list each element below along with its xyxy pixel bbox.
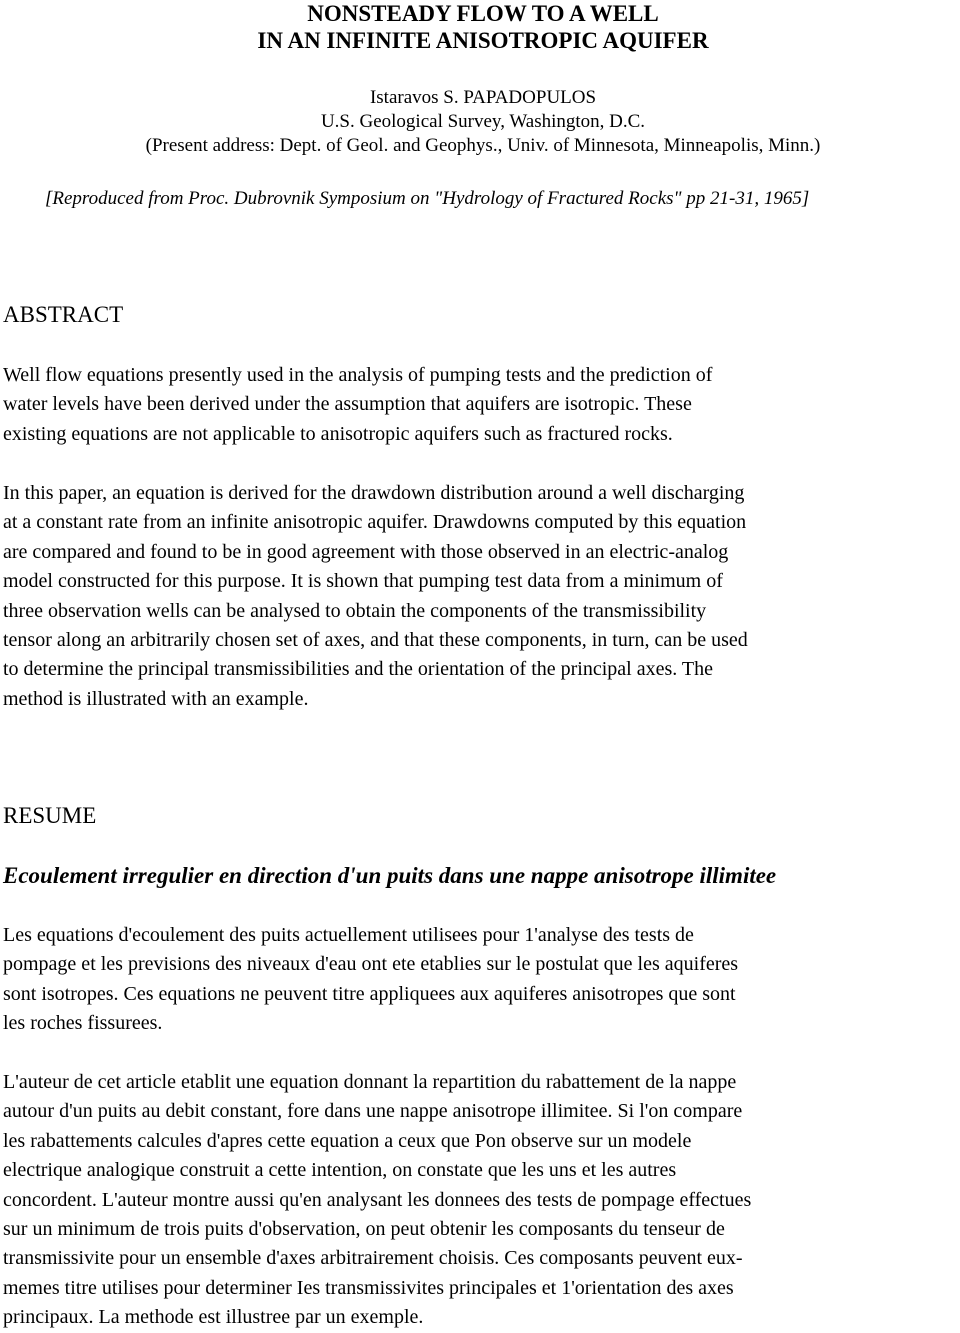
text-line: les roches fissurees. (3, 1012, 163, 1035)
author-present-address: (Present address: Dept. of Geol. and Geophys., Univ. of Minnesota, Minneapolis, Minn.) (145, 135, 821, 156)
text-line: sont isotropes. Ces equations ne peuvent titre appliquees aux aquiferes anisotropes que sont (3, 982, 736, 1005)
resume-subtitle: Ecoulement irregulier en direction d'un puits dans une nappe anisotrope illimitee (3, 863, 777, 888)
text-line: method is illustrated with an example. (3, 687, 309, 710)
text-line: les rabattements calcules d'apres cette equation a ceux que Pon observe sur un modele (3, 1129, 692, 1152)
text-line: L'auteur de cet article etablit une equation donnant la repartition du rabattement de la nappe (3, 1071, 737, 1093)
abstract-paragraph-2 (3, 479, 748, 714)
resume-heading: RESUME (3, 803, 97, 828)
abstract-heading: ABSTRACT (3, 302, 124, 327)
text-line: In this paper, an equation is derived for the drawdown distribution around a well discharging (3, 482, 745, 504)
abstract-paragraph-1 (3, 361, 712, 449)
paper-title (0, 0, 960, 54)
reproduction-note: [Reproduced from Proc. Dubrovnik Symposium on "Hydrology of Fractured Rocks" pp 21-31, 1965] (45, 188, 810, 209)
title-line-1: NONSTEADY FLOW TO A WELL (307, 1, 659, 26)
title-line-2: IN AN INFINITE ANISOTROPIC AQUIFER (257, 28, 709, 53)
text-line: autour d'un puits au debit constant, fore dans une nappe anisotrope illimitee. Si l'on compare (3, 1100, 743, 1123)
author-organization: U.S. Geological Survey, Washington, D.C. (320, 111, 646, 132)
text-line: existing equations are not applicable to anisotropic aquifers such as fractured rocks. (3, 422, 673, 445)
text-line: water levels have been derived under the assumption that aquifers are isotropic. These (3, 393, 692, 416)
text-line: to determine the principal transmissibilities and the orientation of the principal axes. The (3, 658, 713, 681)
text-line: pompage et les previsions des niveaux d'eau ont ete etablies sur le postulat que les aquiferes (3, 953, 739, 976)
author-name: Istaravos S. PAPADOPULOS (369, 87, 597, 108)
text-line: Les equations d'ecoulement des puits actuellement utilisees pour 1'analyse des tests de (3, 924, 694, 946)
text-line: sur un minimum de trois puits d'observation, on peut obtenir les composants du tenseur de (3, 1218, 725, 1241)
text-line: Well flow equations presently used in the analysis of pumping tests and the prediction of (3, 364, 713, 386)
text-line: are compared and found to be in good agreement with those observed in an electric-analog (3, 540, 729, 563)
resume-paragraph-1 (3, 921, 738, 1039)
text-line: concordent. L'auteur montre aussi qu'en analysant les donnees des tests de pompage effectues (3, 1188, 752, 1211)
text-line: memes titre utilises pour determiner Ies transmissivites principales et 1'orientation des axes (3, 1276, 734, 1299)
author-affiliation (0, 86, 960, 158)
resume-paragraph-2 (3, 1068, 751, 1333)
text-line: electrique analogique construit a cette intention, on constate que les uns et les autres (3, 1159, 677, 1182)
text-line: transmissivite pour un ensemble d'axes arbitrairement choisis. Ces composants peuvent eux- (3, 1247, 743, 1270)
text-line: tensor along an arbitrarily chosen set of axes, and that these components, in turn, can be used (3, 629, 748, 652)
text-line: model constructed for this purpose. It is shown that pumping test data from a minimum of (3, 570, 723, 593)
text-line: three observation wells can be analysed to obtain the components of the transmissibility (3, 599, 707, 622)
text-line: principaux. La methode est illustree par un exemple. (3, 1306, 424, 1329)
text-line: at a constant rate from an infinite anisotropic aquifer. Drawdowns computed by this equation (3, 511, 747, 534)
